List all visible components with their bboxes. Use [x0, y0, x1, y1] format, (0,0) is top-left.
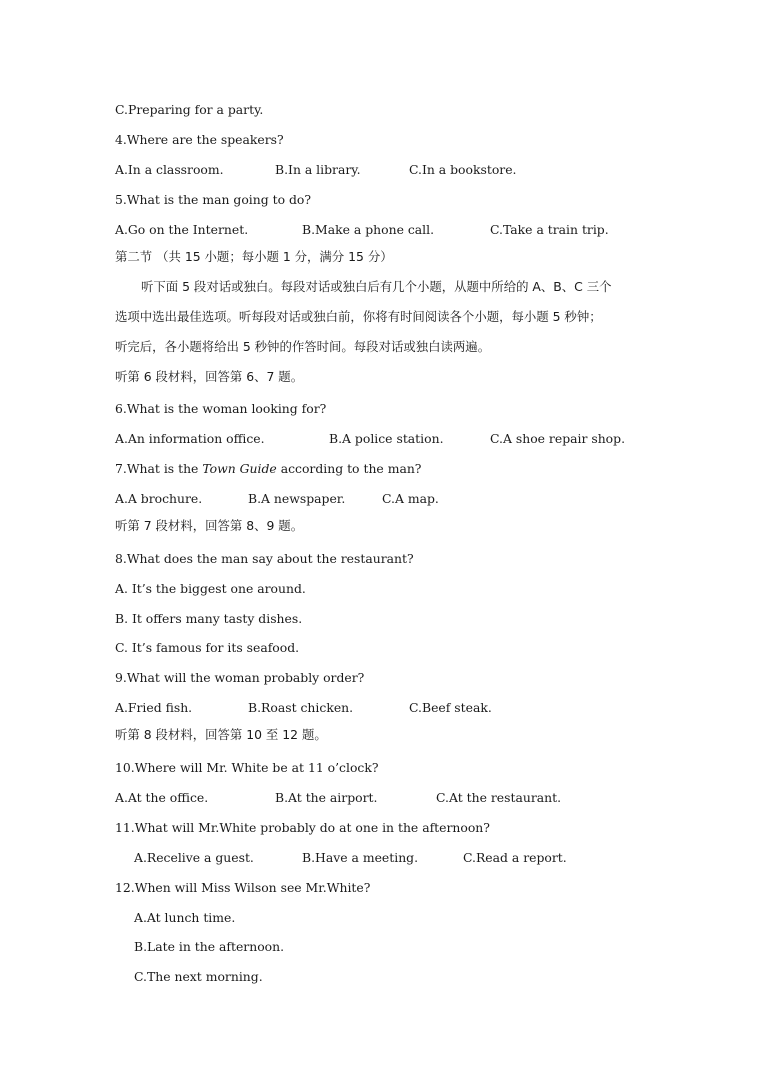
- question-7: [115, 461, 421, 477]
- q7-option-a: A.A brochure.: [115, 491, 203, 506]
- q7-text-start: 7.What is the: [115, 461, 203, 476]
- q5-option-a: A.Go on the Internet.: [115, 222, 249, 237]
- q11-option-c: C.Read a report.: [463, 850, 567, 865]
- q5-option-b: B.Make a phone call.: [302, 222, 435, 237]
- question-9: 9.What will the woman probably order?: [115, 670, 365, 685]
- q6-option-b: B.A police station.: [329, 431, 444, 446]
- q12-option-a: A.At lunch time.: [134, 910, 236, 925]
- question-6: 6.What is the woman looking for?: [115, 401, 327, 416]
- q4-option-b: B.In a library.: [275, 162, 361, 177]
- q9-option-c: C.Beef steak.: [409, 700, 492, 715]
- question-8: 8.What does the man say about the restaurant?: [115, 551, 414, 566]
- q4-option-c: C.In a bookstore.: [409, 162, 517, 177]
- question-10: 10.Where will Mr. White be at 11 o’clock?: [115, 760, 379, 775]
- q10-option-b: B.At the airport.: [275, 790, 378, 805]
- q8-option-b: B. It offers many tasty dishes.: [115, 611, 303, 626]
- q10-option-a: A.At the office.: [115, 790, 209, 805]
- q8-option-a: A. It’s the biggest one around.: [115, 581, 306, 596]
- material-7-heading: 听第 7 段材料，回答第 8、9 题。: [115, 518, 304, 533]
- section-2-heading: 第二节 （共 15 小题；每小题 1 分，满分 15 分）: [115, 249, 393, 264]
- q12-option-c: C.The next morning.: [134, 969, 263, 984]
- q7-text-end: according to the man?: [276, 461, 422, 476]
- instructions-line-3: 听完后，各小题将给出 5 秒钟的作答时间。每段对话或独白读两遍。: [115, 339, 491, 354]
- material-8-heading: 听第 8 段材料，回答第 10 至 12 题。: [115, 727, 327, 742]
- q8-option-c: C. It’s famous for its seafood.: [115, 640, 300, 655]
- q7-option-c: C.A map.: [382, 491, 439, 506]
- q4-option-a: A.In a classroom.: [115, 162, 224, 177]
- instructions-line-2: 选项中选出最佳选项。听每段对话或独白前，你将有时间阅读各个小题，每小题 5 秒钟；: [115, 309, 602, 324]
- q3-option-c: C.Preparing for a party.: [115, 102, 264, 117]
- material-6-heading: 听第 6 段材料，回答第 6、7 题。: [115, 369, 304, 384]
- q9-option-a: A.Fried fish.: [115, 700, 193, 715]
- q9-option-b: B.Roast chicken.: [248, 700, 354, 715]
- question-5: 5.What is the man going to do?: [115, 192, 312, 207]
- q6-option-c: C.A shoe repair shop.: [490, 431, 626, 446]
- question-11: 11.What will Mr.White probably do at one in the afternoon?: [115, 820, 490, 835]
- q12-option-b: B.Late in the afternoon.: [134, 939, 285, 954]
- q11-option-a: A.Recelive a guest.: [134, 850, 254, 865]
- q10-option-c: C.At the restaurant.: [436, 790, 562, 805]
- q5-option-c: C.Take a train trip.: [490, 222, 609, 237]
- instructions-line-1: 听下面 5 段对话或独白。每段对话或独白后有几个小题，从题中所给的 A、B、C 三个: [141, 279, 612, 294]
- q7-option-b: B.A newspaper.: [248, 491, 346, 506]
- q6-option-a: A.An information office.: [115, 431, 265, 446]
- q11-option-b: B.Have a meeting.: [302, 850, 419, 865]
- question-4: 4.Where are the speakers?: [115, 132, 284, 147]
- q7-title-italic: Town Guide: [202, 461, 277, 476]
- question-12: 12.When will Miss Wilson see Mr.White?: [115, 880, 371, 895]
